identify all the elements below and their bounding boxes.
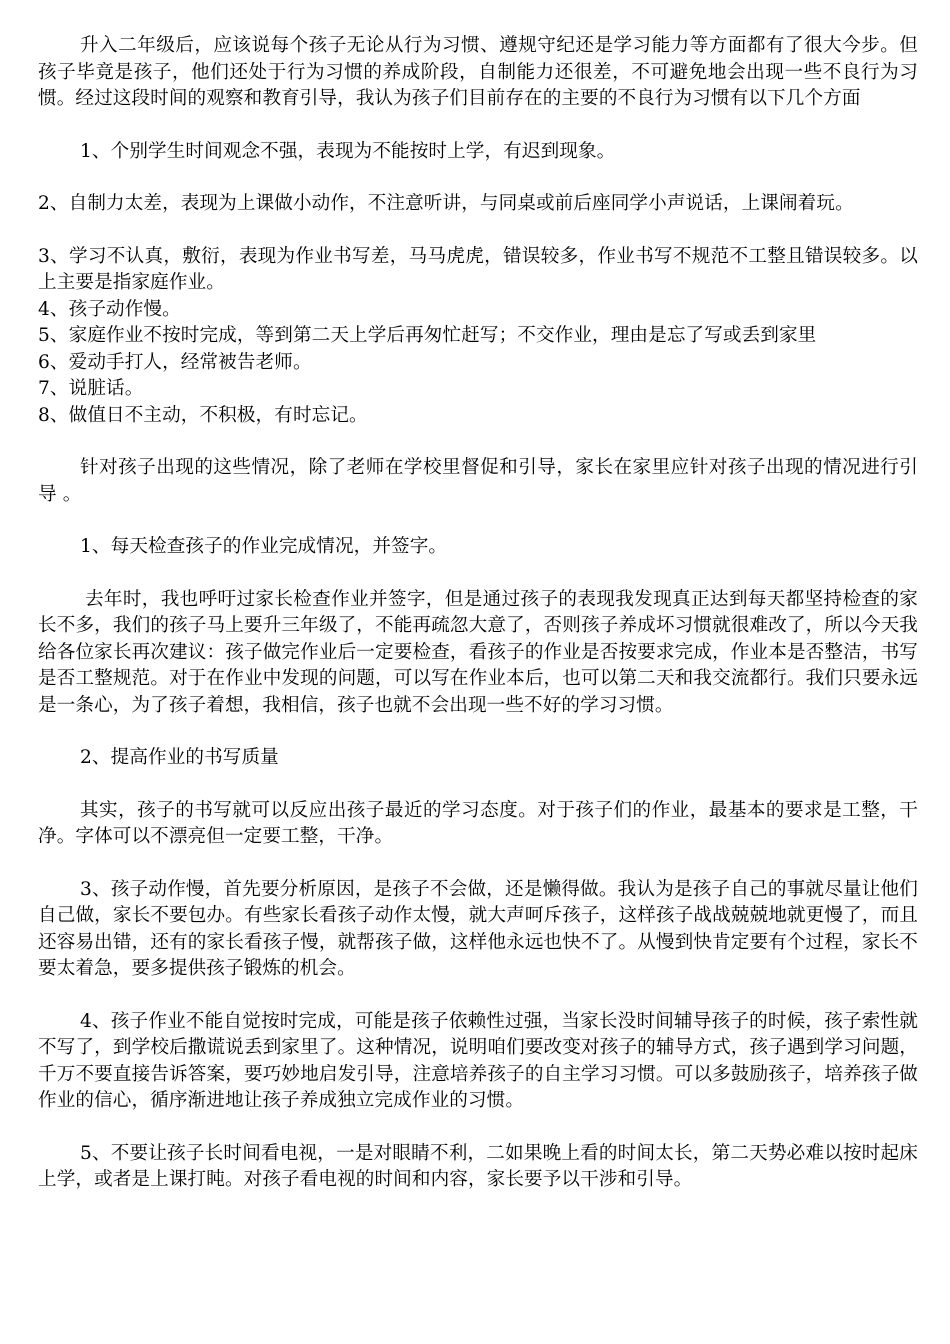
advice-paragraph: 4、孩子作业不能自觉按时完成，可能是孩子依赖性过强，当家长没时间辅导孩子的时候，孩子索性就不写了，到学校后撒谎说丢到家里了。这种情况，说明咱们要改变对孩子的辅导方式，孩子遇到学习问题，千万不要直接告诉答案，要巧妙地启发引导，注意培养孩子的自主学习习惯。可以多鼓励孩子，培养孩子做作业的信心，循序渐进地让孩子养成独立完成作业的习惯。 xyxy=(38,1010,918,1111)
advice-paragraph: 去年时，我也呼吁过家长检查作业并签字，但是通过孩子的表现我发现真正达到每天都坚持检查的家长不多，我们的孩子马上要升三年级了，不能再疏忽大意了，否则孩子养成坏习惯就很难改了，所以今天我给各位家长再次建议：孩子做完作业后一定要检查，看孩子的作业是否按要求完成，作业本是否整洁，书写是否工整规范。对于在作业中发现的问题，可以写在作业本后，也可以第二天和我交流都行。我们只要永远是一条心，为了孩子着想，我相信，孩子也就不会出现一些不好的学习习惯。 xyxy=(38,588,918,716)
advice-paragraph: 3、孩子动作慢，首先要分析原因，是孩子不会做，还是懒得做。我认为是孩子自己的事就尽量让他们自己做，家长不要包办。有些家长看孩子动作太慢，就大声呵斥孩子，这样孩子战战兢兢地就更慢了，而且还容易出错，还有的家长看孩子慢，就帮孩子做，这样他永远也快不了。从慢到快肯定要有个过程，家长不要太着急，要多提供孩子锻炼的机会。 xyxy=(38,878,918,979)
advice-heading: 1、每天检查孩子的作业完成情况，并签字。 xyxy=(80,536,448,557)
problem-item: 8、做值日不主动，不积极，有时忘记。 xyxy=(38,404,368,426)
problem-item: 2、自制力太差，表现为上课做小动作，不注意听讲，与同桌或前后座同学小声说话，上课闹着玩。 xyxy=(38,193,854,214)
advice-paragraph: 5、不要让孩子长时间看电视，一是对眼睛不利，二如果晚上看的时间太长，第二天势必难以按时起床上学，或者是上课打盹。对孩子看电视的时间和内容，家长要予以干涉和引导。 xyxy=(38,1142,918,1190)
problem-item: 1、个别学生时间观念不强，表现为不能按时上学，有迟到现象。 xyxy=(80,140,616,162)
intro-paragraph: 升入二年级后，应该说每个孩子无论从行为习惯、遵规守纪还是学习能力等方面都有了很大今步。但孩子毕竟是孩子，他们还处于行为习惯的养成阶段，自制能力还很差，不可避免地会出现一些不良行为习惯。经过这段时间的观察和教育引导，我认为孩子们目前存在的主要的不良行为习惯有以下几个方面 xyxy=(38,35,918,109)
advice-heading: 2、提高作业的书写质量 xyxy=(80,747,279,768)
problem-item: 5、家庭作业不按时完成，等到第二天上学后再匆忙赶写；不交作业，理由是忘了写或丢到家里 xyxy=(38,325,817,346)
transition-paragraph: 针对孩子出现的这些情况，除了老师在学校里督促和引导，家长在家里应针对孩子出现的情况进行引导 。 xyxy=(38,457,918,505)
problem-item: 4、孩子动作慢。 xyxy=(38,298,181,320)
problem-item: 7、说脏话。 xyxy=(38,378,144,399)
problem-item: 3、学习不认真，敷衍，表现为作业书写差，马马虎虎，错误较多，作业书写不规范不工整且错误较多。以上主要是指家庭作业。 xyxy=(38,245,918,293)
document-page xyxy=(38,33,918,1194)
problem-item: 6、爱动手打人，经常被告老师。 xyxy=(38,351,312,373)
advice-paragraph: 其实，孩子的书写就可以反应出孩子最近的学习态度。对于孩子们的作业，最基本的要求是工整，干净。字体可以不漂亮但一定要工整，干净。 xyxy=(38,799,918,847)
